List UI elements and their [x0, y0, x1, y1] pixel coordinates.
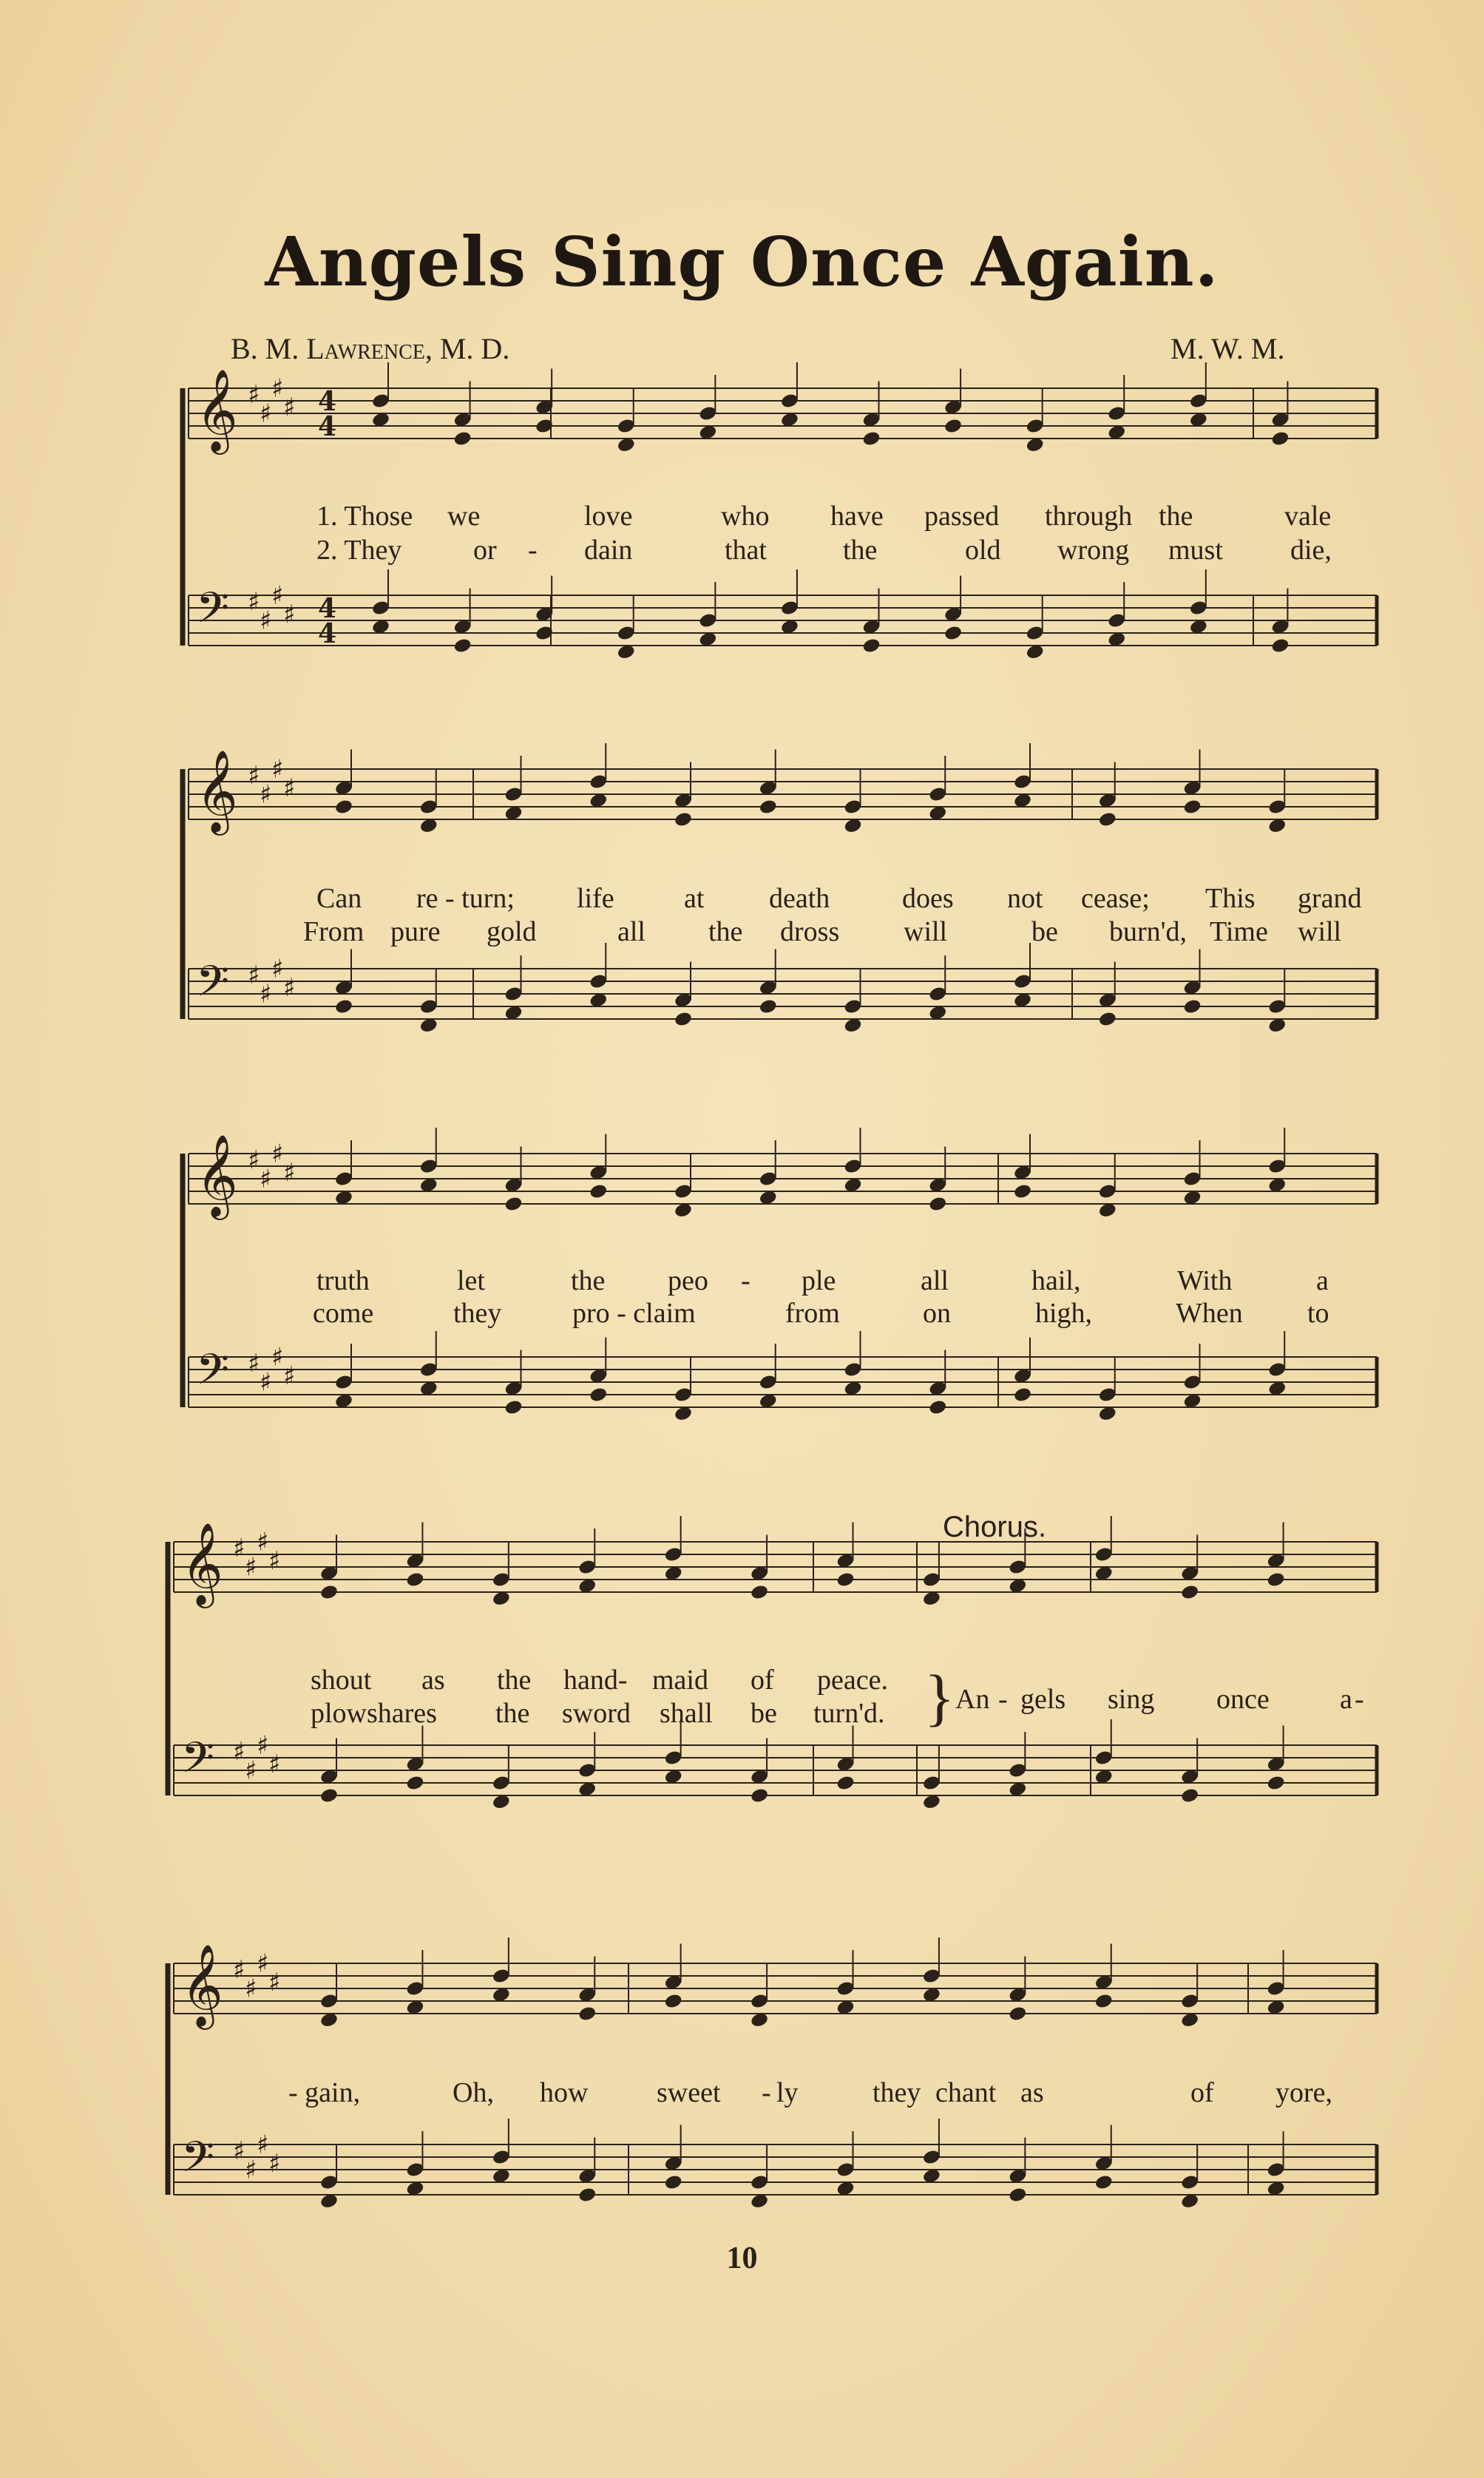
- lyric-syllable: the: [708, 916, 743, 947]
- lyric-syllable: life: [577, 883, 614, 914]
- lyric-syllable: be: [751, 1698, 777, 1729]
- sharp-icon: ♯: [233, 1737, 245, 1767]
- note-head-icon: [1267, 1571, 1286, 1588]
- lyric-syllable: When: [1176, 1298, 1243, 1329]
- note-head-icon: [928, 1196, 947, 1213]
- lyric-syllable: come: [313, 1298, 374, 1329]
- lyric-syllable: sweet: [657, 2077, 721, 2108]
- sharp-icon: ♯: [283, 973, 296, 1003]
- note-head-icon: [1182, 998, 1202, 1015]
- lyric-syllable: -: [741, 1265, 751, 1296]
- lyric-syllable: die,: [1290, 535, 1332, 566]
- note-head-icon: [750, 1787, 769, 1804]
- lyric-syllable: -: [998, 1684, 1008, 1715]
- sharp-icon: ♯: [260, 779, 272, 810]
- lyric-syllable: dain: [584, 535, 633, 566]
- note-head-icon: [750, 1584, 769, 1601]
- bass-clef-icon: 𝄢: [181, 2132, 215, 2193]
- note-head-icon: [674, 811, 693, 828]
- lyric-syllable: all: [921, 1265, 949, 1296]
- lyric-syllable: through: [1045, 501, 1133, 532]
- note-head-icon: [664, 1993, 683, 2010]
- lyric-syllable: Time: [1210, 916, 1268, 947]
- lyric-syllable: plowshares: [311, 1698, 437, 1729]
- note-head-icon: [943, 418, 963, 435]
- lyric-syllable: as: [421, 1665, 445, 1696]
- sharp-icon: ♯: [271, 1139, 284, 1169]
- lyric-syllable: This: [1205, 883, 1256, 914]
- lyric-syllable: -: [1355, 1684, 1364, 1715]
- treble-clef-icon: 𝄞: [196, 368, 238, 451]
- lyric-syllable: or: [473, 535, 497, 566]
- sharp-icon: ♯: [283, 1158, 296, 1188]
- lyric-syllable: 2. They: [316, 535, 402, 566]
- lyric-syllable: turn'd.: [813, 1698, 885, 1729]
- note-head-icon: [1270, 430, 1290, 447]
- lyric-syllable: hand-: [563, 1665, 628, 1696]
- lyric-syllable: shall: [660, 1698, 713, 1729]
- lyric-syllable: With: [1177, 1265, 1233, 1296]
- lyric-syllable: ly: [776, 2077, 799, 2108]
- chorus-label: Chorus.: [943, 1511, 1047, 1543]
- time-signature-digit: 4: [318, 593, 337, 624]
- sharp-icon: ♯: [245, 1974, 257, 2004]
- lyric-syllable: the: [843, 535, 878, 566]
- lyric-syllable: vale: [1284, 501, 1332, 532]
- lyric-syllable: cease;: [1081, 883, 1150, 914]
- sharp-icon: ♯: [283, 773, 296, 803]
- note-head-icon: [405, 1775, 424, 1792]
- note-head-icon: [504, 1399, 523, 1416]
- sharp-icon: ♯: [260, 1164, 272, 1194]
- page-title: Angels Sing Once Again.: [265, 222, 1219, 302]
- note-head-icon: [319, 1584, 339, 1601]
- verse-brace-icon: }: [924, 1662, 955, 1733]
- lyric-syllable: yore,: [1275, 2077, 1333, 2108]
- lyric-syllable: burn'd,: [1109, 916, 1187, 947]
- sharp-icon: ♯: [271, 1342, 284, 1372]
- lyric-syllable: love: [584, 501, 633, 532]
- lyric-syllable: a: [1316, 1265, 1329, 1296]
- composer-credit: M. W. M.: [1170, 332, 1285, 365]
- note-head-icon: [861, 430, 881, 447]
- lyric-syllable: let: [457, 1265, 485, 1296]
- lyric-syllable: 1. Those: [316, 501, 413, 532]
- note-head-icon: [674, 1011, 693, 1028]
- lyric-syllable: hail,: [1031, 1265, 1081, 1296]
- note-head-icon: [1180, 1787, 1199, 1804]
- time-signature-digit: 4: [318, 618, 337, 649]
- lyric-syllable: ple: [802, 1265, 836, 1296]
- treble-clef-icon: 𝄞: [181, 1943, 223, 2026]
- lyric-syllable: of: [1190, 2077, 1214, 2108]
- note-head-icon: [1098, 1011, 1117, 1028]
- lyric-syllable: the: [571, 1265, 606, 1296]
- lyric-syllable: old: [965, 535, 1001, 566]
- bass-clef-icon: 𝄢: [181, 1733, 215, 1793]
- note-head-icon: [1267, 1775, 1286, 1792]
- sharp-icon: ♯: [268, 1750, 281, 1779]
- lyric-syllable: Can: [316, 883, 362, 914]
- lyric-syllable: shout: [311, 1665, 372, 1696]
- time-signature-digit: 4: [318, 386, 337, 417]
- treble-clef-icon: 𝄞: [196, 749, 238, 832]
- lyric-syllable: from: [785, 1298, 840, 1329]
- lyric-syllable: a: [1340, 1684, 1352, 1715]
- sharp-icon: ♯: [283, 393, 296, 422]
- lyric-syllable: -: [528, 535, 538, 566]
- sharp-icon: ♯: [248, 587, 260, 617]
- note-head-icon: [589, 1387, 608, 1404]
- lyric-syllable: the: [495, 1698, 530, 1729]
- lyric-syllable: pro - claim: [572, 1298, 696, 1329]
- lyric-syllable: who: [721, 501, 770, 532]
- lyric-syllable: peace.: [817, 1665, 888, 1696]
- sharp-icon: ♯: [271, 373, 284, 404]
- note-head-icon: [836, 1775, 855, 1792]
- lyric-syllable: truth: [316, 1265, 370, 1296]
- lyric-syllable: they: [453, 1298, 502, 1329]
- sharp-icon: ♯: [260, 606, 272, 636]
- note-head-icon: [1013, 1183, 1032, 1200]
- lyric-syllable: all: [617, 916, 646, 947]
- sharp-icon: ♯: [268, 1968, 281, 1997]
- note-head-icon: [577, 2187, 597, 2204]
- sharp-icon: ♯: [268, 2149, 281, 2179]
- note-head-icon: [664, 2174, 683, 2191]
- sharp-icon: ♯: [268, 1546, 281, 1576]
- treble-clef-icon: 𝄞: [181, 1522, 223, 1605]
- note-head-icon: [1008, 2187, 1027, 2204]
- note-head-icon: [577, 2005, 597, 2022]
- note-head-icon: [334, 998, 353, 1015]
- lyric-syllable: of: [751, 1665, 774, 1696]
- lyric-syllable: they: [873, 2077, 921, 2108]
- lyric-syllable: once: [1216, 1684, 1270, 1715]
- note-head-icon: [836, 1571, 855, 1588]
- lyric-syllable: grand: [1298, 883, 1362, 914]
- note-head-icon: [1094, 2174, 1114, 2191]
- note-head-icon: [453, 637, 472, 654]
- sharp-icon: ♯: [257, 1527, 269, 1557]
- lyric-syllable: gels: [1020, 1684, 1066, 1715]
- bass-clef-icon: 𝄢: [196, 583, 230, 643]
- note-head-icon: [334, 799, 353, 816]
- lyric-syllable: at: [684, 883, 705, 914]
- lyric-syllable: wrong: [1057, 535, 1130, 566]
- lyric-syllable: sword: [562, 1698, 631, 1729]
- sharp-icon: ♯: [271, 754, 284, 785]
- page-number: 10: [726, 2241, 758, 2275]
- sharp-icon: ♯: [248, 761, 260, 791]
- lyric-syllable: must: [1168, 535, 1223, 566]
- sharp-icon: ♯: [260, 1367, 272, 1398]
- sharp-icon: ♯: [245, 1552, 257, 1582]
- lyric-syllable: does: [902, 883, 954, 914]
- lyric-syllable: to: [1307, 1298, 1329, 1329]
- note-head-icon: [943, 625, 963, 642]
- lyric-syllable: chant: [935, 2077, 997, 2108]
- lyric-syllable: on: [923, 1298, 951, 1329]
- sharp-icon: ♯: [248, 961, 260, 990]
- note-head-icon: [405, 1571, 424, 1588]
- note-head-icon: [1008, 2005, 1027, 2022]
- sharp-icon: ♯: [283, 600, 296, 629]
- sharp-icon: ♯: [257, 1730, 269, 1761]
- lyric-syllable: peo: [668, 1265, 708, 1296]
- lyric-syllable: the: [1159, 501, 1193, 532]
- note-head-icon: [453, 430, 472, 447]
- note-head-icon: [1182, 799, 1202, 816]
- note-head-icon: [861, 637, 881, 654]
- sharp-icon: ♯: [271, 580, 284, 611]
- sharp-icon: ♯: [248, 380, 260, 410]
- lyric-syllable: pure: [390, 916, 441, 947]
- note-head-icon: [1098, 811, 1117, 828]
- note-head-icon: [1270, 637, 1290, 654]
- sharp-icon: ♯: [257, 2130, 269, 2160]
- lyric-syllable: we: [447, 501, 481, 532]
- note-head-icon: [1013, 1387, 1032, 1404]
- sharp-icon: ♯: [260, 399, 272, 429]
- lyric-syllable: will: [1298, 916, 1342, 947]
- lyric-syllable: death: [769, 883, 830, 914]
- lyric-syllable: the: [497, 1665, 532, 1696]
- author-credit: B. M. Lawrence, M. D.: [231, 332, 510, 365]
- lyric-syllable: - gain,: [288, 2077, 361, 2108]
- lyric-syllable: An: [955, 1684, 990, 1715]
- note-head-icon: [759, 799, 778, 816]
- lyric-syllable: as: [1020, 2077, 1044, 2108]
- sharp-icon: ♯: [260, 979, 272, 1009]
- lyric-syllable: gold: [487, 916, 537, 947]
- lyric-syllable: be: [1031, 916, 1058, 947]
- lyric-syllable: passed: [924, 501, 1000, 532]
- lyric-syllable: high,: [1035, 1298, 1093, 1329]
- lyric-syllable: From: [303, 916, 365, 947]
- lyric-syllable: re - turn;: [416, 883, 515, 914]
- sharp-icon: ♯: [283, 1361, 296, 1391]
- lyric-syllable: that: [725, 535, 767, 566]
- lyric-syllable: Oh,: [453, 2077, 494, 2108]
- lyric-syllable: will: [904, 916, 948, 947]
- lyric-syllable: dross: [780, 916, 840, 947]
- lyric-syllable: have: [830, 501, 884, 532]
- lyric-syllable: not: [1007, 883, 1043, 914]
- treble-clef-icon: 𝄞: [196, 1134, 238, 1216]
- sharp-icon: ♯: [233, 2136, 245, 2166]
- note-head-icon: [1094, 1993, 1114, 2010]
- time-signature-digit: 4: [318, 411, 337, 442]
- sharp-icon: ♯: [245, 2155, 257, 2185]
- lyric-syllable: -: [762, 2077, 771, 2108]
- note-head-icon: [1180, 1584, 1199, 1601]
- lyric-syllable: how: [540, 2077, 589, 2108]
- note-head-icon: [759, 998, 778, 1015]
- note-head-icon: [504, 1196, 523, 1213]
- note-head-icon: [319, 1787, 339, 1804]
- sharp-icon: ♯: [248, 1145, 260, 1175]
- note-head-icon: [928, 1399, 947, 1416]
- sharp-icon: ♯: [233, 1955, 245, 1985]
- note-head-icon: [589, 1183, 608, 1200]
- bass-clef-icon: 𝄢: [196, 1344, 230, 1405]
- sharp-icon: ♯: [233, 1534, 245, 1563]
- sharp-icon: ♯: [248, 1349, 260, 1378]
- sharp-icon: ♯: [245, 1756, 257, 1786]
- lyric-syllable: maid: [652, 1665, 708, 1696]
- bass-clef-icon: 𝄢: [196, 956, 230, 1017]
- lyric-syllable: sing: [1108, 1684, 1155, 1715]
- sharp-icon: ♯: [271, 954, 284, 984]
- sharp-icon: ♯: [257, 1949, 269, 1979]
